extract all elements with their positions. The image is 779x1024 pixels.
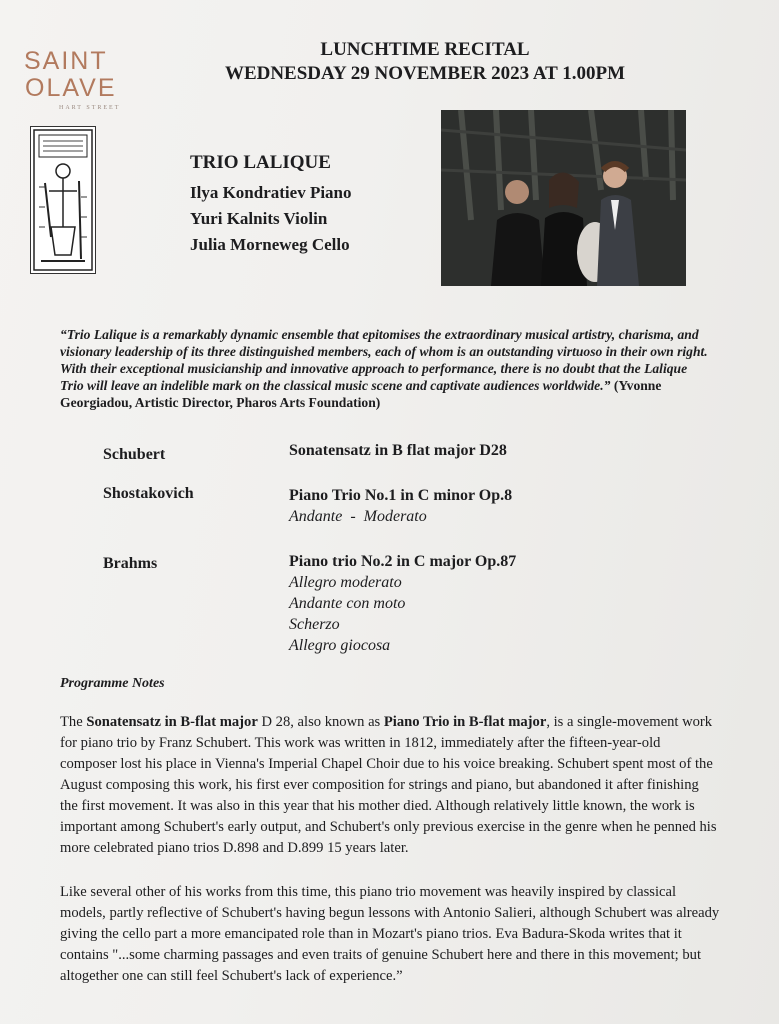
piece-title: Piano Trio No.1 in C minor Op.8 <box>289 487 513 504</box>
logo-line-1: SAINT <box>24 47 108 75</box>
ensemble-block <box>190 152 430 258</box>
notes-text: D 28, also known as <box>257 714 384 730</box>
recital-header <box>190 38 660 86</box>
piece-movement: Andante - Moderato <box>289 508 427 525</box>
ensemble-member: Ilya Kondratiev Piano <box>190 183 352 202</box>
piece-title: Sonatensatz in B flat major D28 <box>289 442 507 459</box>
piece-movement: Allegro moderato <box>289 574 402 591</box>
piece <box>289 440 663 461</box>
notes-emphasis: Piano Trio in B-flat major <box>383 714 547 730</box>
composer-name: Shostakovich <box>103 485 194 502</box>
notes-paragraph-1 <box>60 712 720 859</box>
saint-illustration <box>30 126 96 274</box>
ensemble-member: Yuri Kalnits Violin <box>190 209 328 228</box>
press-quote <box>60 326 710 411</box>
piece-movement: Scherzo <box>289 616 340 633</box>
piece-movement: Allegro giocosa <box>289 637 391 654</box>
piece-title: Piano trio No.2 in C major Op.87 <box>289 553 517 570</box>
logo-line-2: OLAVE <box>25 74 117 102</box>
composer-name: Brahms <box>103 555 158 572</box>
notes-paragraph-2: Like several other of his works from this time, this piano trio movement was heavily inspired by classical models, partly reflective of Schubert's having begun lessons with Antonio Salieri, although Schubert was already giving the cello part a more emancipated role than in Mozart's piano trios. Eva Badura-Skoda writes that it contains "...some charming passages and even traits of genuine Schubert here and there in this movement; but altogether one can still feel Schubert's lack of experience.” <box>60 884 720 984</box>
notes-emphasis: Sonatensatz in B-flat major <box>86 714 258 730</box>
trio-photo <box>441 110 686 286</box>
recital-title: LUNCHTIME RECITAL <box>320 39 530 60</box>
programme-list <box>103 440 663 656</box>
quote-attribution: (Yvonne Georgiadou, Artistic Director, Pharos Arts Foundation) <box>60 378 662 410</box>
notes-text: The <box>60 714 87 730</box>
piece-movement: Andante con moto <box>289 595 406 612</box>
programme-item <box>103 551 663 656</box>
programme-notes-heading: Programme Notes <box>60 676 165 691</box>
piece <box>289 485 663 527</box>
piece <box>289 551 663 656</box>
quote-text: “Trio Lalique is a remarkably dynamic ensemble that epitomises the extraordinary musical artistry, charisma, and visionary leadership of its three distinguished members, each of whom is an outstanding virtuoso in their own right. With their exceptional musicianship and innovative approach to performance, there is no doubt that the Lalique Trio will leave an indelible mark on the classical music scene and captivate audiences worldwide.” <box>60 327 708 393</box>
composer-name: Schubert <box>103 446 166 463</box>
programme-item <box>103 485 663 527</box>
notes-text: , is a single-movement work for piano trio by Franz Schubert. This work was written in 1812, immediately after the fifteen-year-old composer lost his place in Vienna's Imperial Chapel Choir due to his voice breaking. Schubert spent most of the August composing this work, his first ever composition for strings and piano, but abandoned it after finishing the first movement. It was also in this year that his mother died. Although relatively little known, the work is important among Schubert's early output, and Schubert's only previous exercise in the genre when he penned his more celebrated piano trios D.898 and D.899 15 years later. <box>60 714 717 856</box>
ensemble-name: TRIO LALIQUE <box>190 152 331 173</box>
church-logo <box>24 48 144 111</box>
ensemble-member: Julia Morneweg Cello <box>190 235 350 254</box>
programme-item <box>103 440 663 461</box>
recital-date: WEDNESDAY 29 NOVEMBER 2023 AT 1.00PM <box>224 63 626 84</box>
logo-line-3: HART STREET <box>59 105 121 111</box>
